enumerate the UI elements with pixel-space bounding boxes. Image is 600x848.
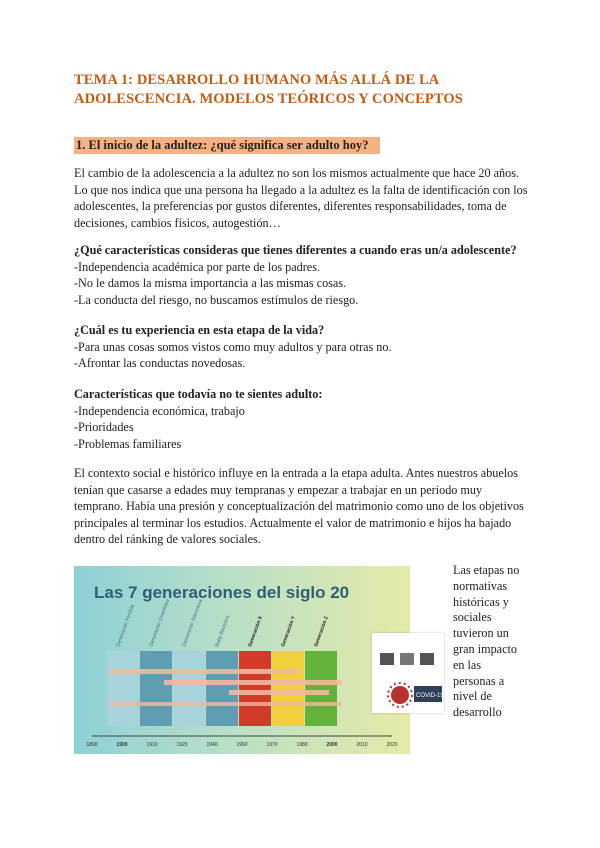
question-block-3 [74,386,534,452]
timeline-bar [164,680,342,685]
context-line: principales al terminar los estudios. Actualmente el valor de matrimonio e hijos ha bajado [74,515,512,530]
generation-column [272,651,304,726]
page-title [74,71,544,109]
year-tick-label: 1980 [296,742,308,748]
year-tick-label: 1970 [266,742,278,748]
side-line: personas a [453,673,505,688]
covid-illustration [372,633,444,713]
generation-column [107,651,139,726]
generation-label: Baby Boomers [214,614,232,648]
year-tick-label: 1900 [116,742,128,748]
year-tick-label: 1890 [86,742,98,748]
year-tick-label: 1960 [236,742,248,748]
side-line: normativas [453,578,508,593]
question-3: Características que todavía no te sientes adulto: [74,387,323,401]
side-line: nivel de [453,689,492,704]
side-line: Las etapas no [453,563,520,577]
generation-label: Generación X [247,615,264,648]
generations-infographic [74,566,410,754]
side-line: gran impacto [453,641,517,656]
generation-label: Generación Perdida [115,603,137,648]
context-line: temprano. Había una presión y conceptualización del matrimonio como uno de los objetivos [74,499,524,513]
year-tick-label: 2020 [386,742,398,748]
question-block-1 [74,242,534,308]
context-line: El contexto social e histórico influye en la entrada a la etapa adulta. Antes nuestros abuelos [74,466,519,480]
answer: -Independencia académica por parte de los padres. [74,259,320,274]
generations-chart [74,566,410,754]
year-tick-label: 1920 [176,742,188,748]
answer: -Problemas familiares [74,436,182,451]
infographic-title: Las 7 generaciones del siglo 20 [94,583,350,602]
timeline-bar [109,669,299,674]
generation-label: Generación Grandiosa [148,598,172,648]
question-block-2 [74,322,534,372]
generation-column [173,651,205,726]
intro-paragraph [74,165,534,231]
answer: -No le damos la misma importancia a las mismas cosas. [74,276,347,290]
side-line: desarrollo [453,705,502,720]
year-tick-label: 2010 [356,742,368,748]
side-line: en las [453,657,482,672]
context-line: tenían que casarse a edades muy tempranas y empezar a trabajar en un periodo muy [74,482,483,497]
generation-label: Generación Silenciosa [181,598,204,648]
timeline-bar [229,690,329,695]
year-tick-label: 2000 [326,742,338,748]
intro-line: El cambio de la adolescencia a la adultez no son los mismos actualmente que hace 20 años. [74,166,520,180]
bank-icon [420,653,434,665]
timeline-bar [109,702,342,706]
question-2: ¿Cuál es tu experiencia en esta etapa de la vida? [74,323,325,337]
answer: -Para unas cosas somos vistos como muy adultos y para otras no. [74,339,392,354]
title-line: ADOLESCENCIA. MODELOS TEÓRICOS Y CONCEPTOS [74,91,463,107]
covid-panel [372,633,444,713]
year-tick-label: 1940 [206,742,218,748]
covid-label: COVID-19 [416,693,444,699]
generation-column [206,651,238,726]
generation-column [140,651,172,726]
answer: -La conducta del riesgo, no buscamos estímulos de riesgo. [74,292,359,307]
generation-label: Generación Z [313,615,330,648]
year-tick-label: 1910 [146,742,158,748]
house-icon [400,653,414,665]
intro-line: Lo que nos indica que una persona ha llegado a la adultez es la falta de identificación con los [74,182,528,197]
side-line: sociales [453,610,492,625]
side-note [453,563,533,721]
generation-column [305,651,337,726]
generation-label: Generación Y [280,615,297,648]
intro-line: decisiones, cambios físicos, autogestión… [74,215,281,230]
question-1: ¿Qué características consideras que tienes diferentes a cuando eras un/a adolescente? [74,243,517,257]
answer: -Afrontar las conductas novedosas. [74,356,246,370]
context-paragraph [74,465,534,548]
title-line: TEMA 1: DESARROLLO HUMANO MÁS ALLÁ DE LA [74,72,440,88]
factory-icon [380,653,394,665]
answer: -Prioridades [74,420,134,434]
answer: -Independencia económica, trabajo [74,403,245,418]
generation-column [239,651,271,726]
virus-icon [391,686,409,704]
intro-line: adolescentes, la preferencias por gustos diferentes, diferentes responsabilidades, toma de [74,199,507,213]
side-line: tuvieron un [453,626,509,641]
section-heading: 1. El inicio de la adultez: ¿qué significa ser adulto hoy? [74,137,380,154]
side-line: históricas y [453,594,509,609]
context-line: dentro del ránking de valores sociales. [74,532,261,546]
